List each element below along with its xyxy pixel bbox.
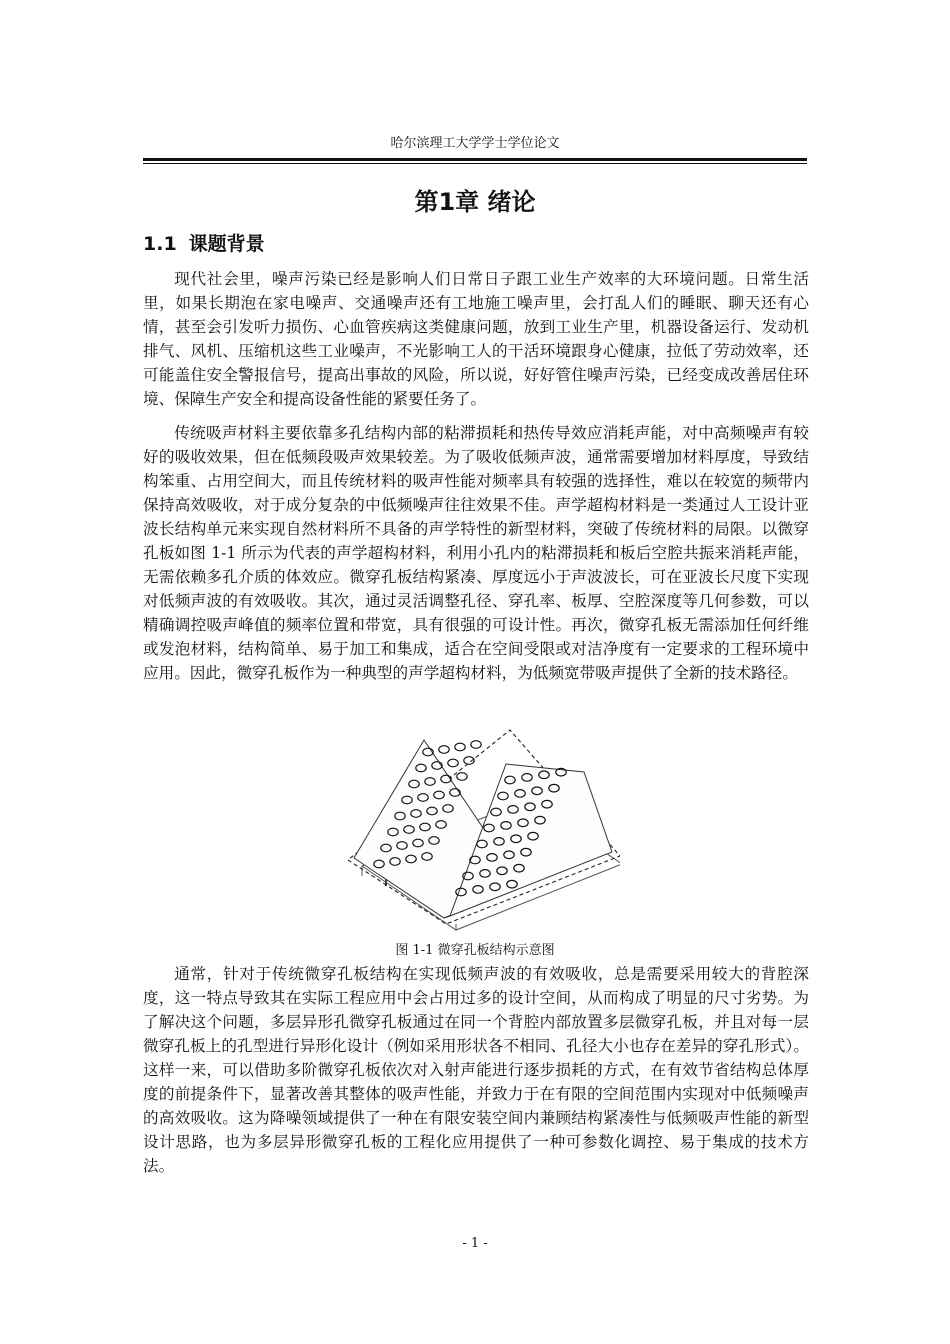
page-number: - 1 - bbox=[462, 1236, 488, 1251]
section-title: 课题背景 bbox=[188, 233, 265, 255]
figure-caption: 图 1-1 微穿孔板结构示意图 bbox=[395, 943, 555, 958]
header-rule-thick bbox=[143, 158, 807, 161]
perforation-hole bbox=[471, 741, 481, 749]
running-header: 哈尔滨理工大学学士学位论文 bbox=[390, 136, 560, 151]
section-heading bbox=[143, 230, 265, 258]
perforation-hole bbox=[457, 773, 467, 781]
perforation-hole bbox=[455, 743, 465, 751]
header-rule-thin bbox=[143, 163, 807, 164]
body-paragraph-2: 传统吸声材料主要依靠多孔结构内部的粘滞损耗和热传导效应消耗声能，对中高频噪声有较好的吸收效果，但在低频段吸声效果较差。为了吸收低频声波，通常需要增加材料厚度，导致结构笨重、占用空间大，而且传统材料的吸声性能对频率具有较强的选择性，难以在较宽的频带内保持高效吸收，对于成分复杂的中低频噪声往往效果不佳。声学超构材料是一类通过人工设计亚波长结构单元来实现自然材料所不具备的声学特性的新型材料，突破了传统材料的局限。以微穿孔板如图 1-1 所示为代表的声学超构材料，利用小孔内的粘滞损耗和板后空腔共振来消耗声能，无需依赖多孔介质的体效应。微穿孔板结构紧凑、厚度远小于声波波长，可在亚波长尺度下实现对低频声波的有效吸收。其次，通过灵活调整孔径、穿孔率、板厚、空腔深度等几何参数，可以精确调控吸声峰值的频率位置和带宽，具有很强的可设计性。再次，微穿孔板无需添加任何纤维或发泡材料，结构简单、易于加工和集成，适合在空间受限或对洁净度有一定要求的工程环境中应用。因此，微穿孔板作为一种典型的声学超构材料，为低频宽带吸声提供了全新的技术路径。 bbox=[143, 424, 809, 682]
micro-perforated-plate-figure bbox=[340, 728, 620, 934]
body-paragraph-3: 通常，针对于传统微穿孔板结构在实现低频声波的有效吸收，总是需要采用较大的背腔深度，这一特点导致其在实际工程应用中会占用过多的设计空间，从而构成了明显的尺寸劣势。为了解决这个问题，多层异形孔微穿孔板通过在同一个背腔内部放置多层微穿孔板，并且对每一层微穿孔板上的孔型进行异形化设计（例如采用形状各不相同、孔径大小也存在差异的穿孔形式）。这样一来，可以借助多阶微穿孔板依次对入射声能进行逐步损耗的方式，在有效节省结构总体厚度的前提条件下，显著改善其整体的吸声性能，并致力于在有限的空间范围内实现对中低频噪声的高效吸收。这为降噪领域提供了一种在有限安装空间内兼顾结构紧凑性与低频吸声性能的新型设计思路，也为多层异形微穿孔板的工程化应用提供了一种可参数化调控、易于集成的技术方法。 bbox=[143, 965, 809, 1175]
section-number: 1.1 bbox=[143, 233, 177, 255]
perforation-hole bbox=[439, 746, 449, 754]
perforation-hole bbox=[448, 759, 458, 767]
chapter-title: 第1章 绪论 bbox=[414, 188, 536, 216]
body-paragraph-1: 现代社会里，噪声污染已经是影响人们日常日子跟工业生产效率的大环境问题。日常生活里，如果长期泡在家电噪声、交通噪声还有工地施工噪声里，会打乱人们的睡眠、聊天还有心情，甚至会引发听力损伤、心血管疾病这类健康问题，放到工业生产里，机器设备运行、发动机排气、风机、压缩机这些工业噪声，不光影响工人的干活环境跟身心健康，拉低了劳动效率，还可能盖住安全警报信号，提高出事故的风险，所以说，好好管住噪声污染，已经变成改善居住环境、保障生产安全和提高设备性能的紧要任务了。 bbox=[143, 270, 809, 408]
